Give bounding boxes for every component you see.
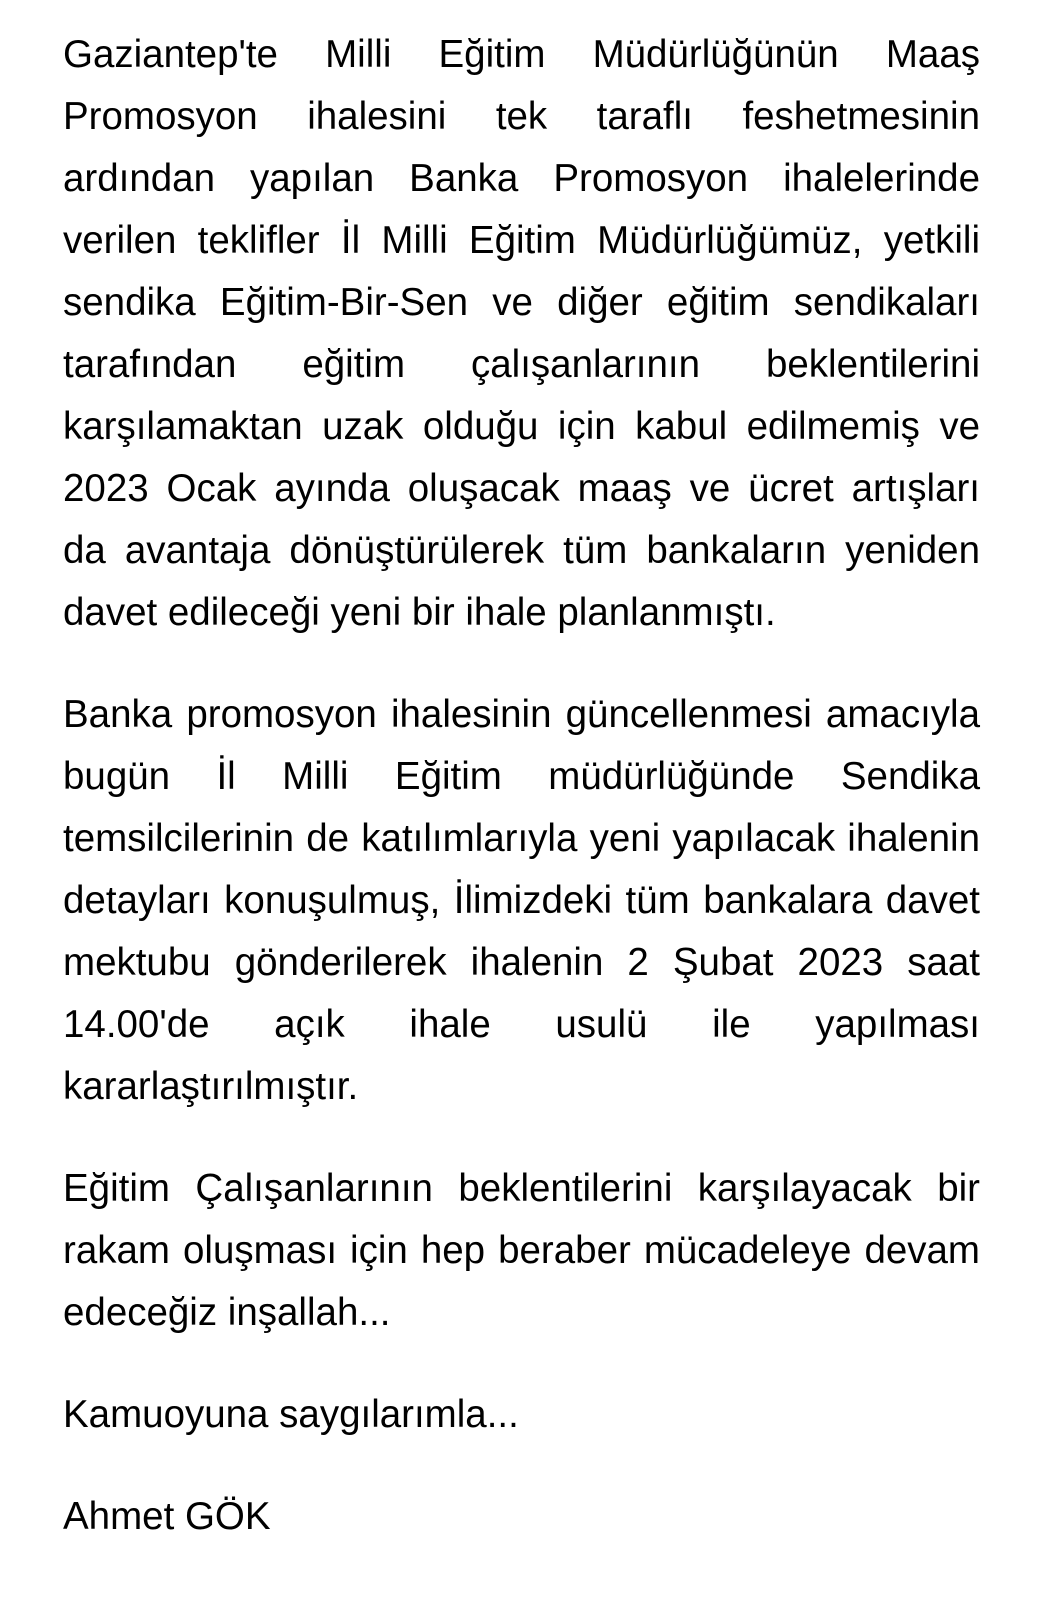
paragraph-struggle-message: Eğitim Çalışanlarının beklentilerini karşılayacak bir rakam oluşması için hep beraber mücadeleye devam edeceğiz inşallah...	[63, 1167, 980, 1334]
paragraph-tender-cancellation: Gaziantep'te Milli Eğitim Müdürlüğünün Maaş Promosyon ihalesini tek taraflı feshetmesinin ardından yapılan Banka Promosyon ihalelerinde verilen teklifler İl Milli Eğitim Müdürlüğümüz, yetkili sendika Eğitim-Bir-Sen ve diğer eğitim sendikaları tarafından eğitim çalışanlarının beklentilerini karşılamaktan uzak olduğu için kabul edilmemiş ve 2023 Ocak ayında oluşacak maaş ve ücret artışları da avantaja dönüştürülerek tüm bankaların yeniden davet edileceği yeni bir ihale planlanmıştı.	[63, 33, 980, 634]
signature-name: Ahmet GÖK	[63, 1495, 271, 1538]
closing-salutation: Kamuoyuna saygılarımla...	[63, 1393, 519, 1436]
paragraph-new-tender-date: Banka promosyon ihalesinin güncellenmesi amacıyla bugün İl Milli Eğitim müdürlüğünde Sendika temsilcilerinin de katılımlarıyla yeni yapılacak ihalenin detayları konuşulmuş, İlimizdeki tüm bankalara davet mektubu gönderilerek ihalenin 2 Şubat 2023 saat 14.00'de açık ihale usulü ile yapılması kararlaştırılmıştır.	[63, 693, 980, 1108]
